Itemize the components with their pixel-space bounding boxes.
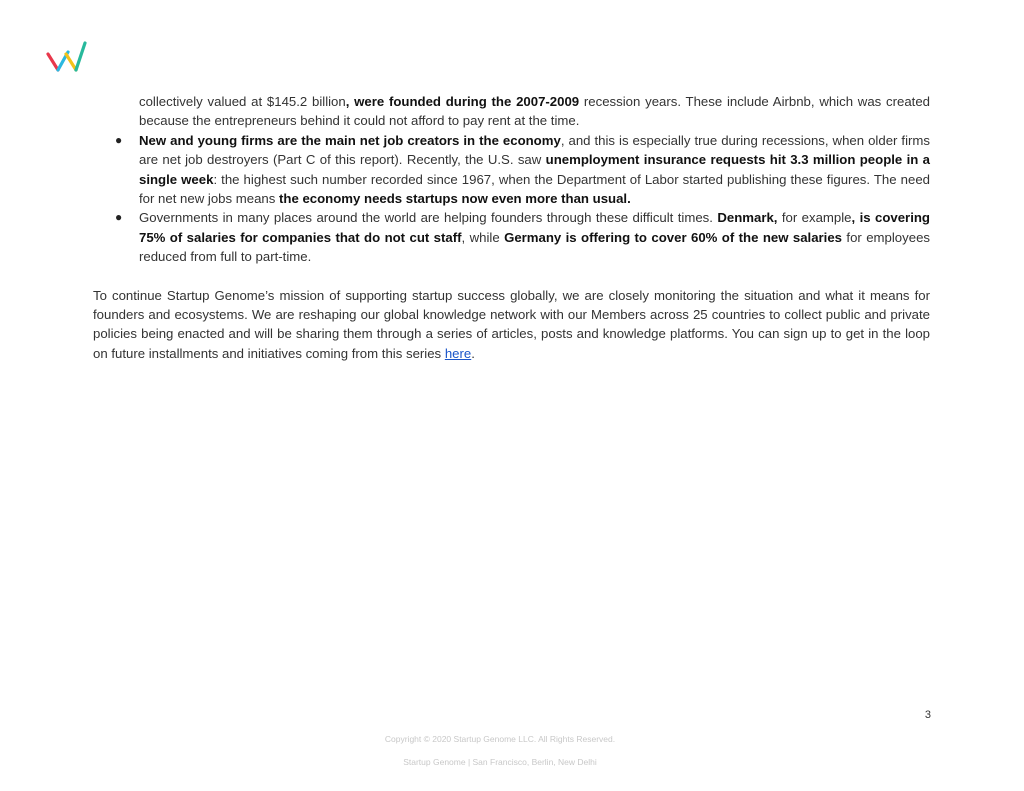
bold-run: founded during the 2007-2009 <box>388 94 580 109</box>
text-run: for employees reduced from full to part-time. <box>139 229 930 265</box>
footer-copyright: Copyright © 2020 Startup Genome LLC. All Rights Reserved. <box>384 734 616 744</box>
bold-run: unemployment insurance requests hit 3.3 million people in a single week <box>139 152 930 187</box>
bold-run: New and young firms are the main net job creators in the economy <box>139 132 561 148</box>
paragraph-text: To continue Startup Genome’s mission of supporting startup success globally, we are closely monitoring the situation and what it means for founders and ecosystems. We are reshaping our global knowledge network with our Members across 25 countries to collect public and private policies being enacted and will be sharing them through a series of articles, posts and knowledge platforms. You can sign up to get in the loop on future installments and initiatives coming from this series <box>93 287 930 361</box>
bullet-list <box>93 131 930 267</box>
list-item <box>93 208 930 266</box>
bullet-text <box>139 133 930 206</box>
text-run: : the highest such number recorded since 1967, when the Department of Labor started publishing these figures. The need for net new jobs means <box>139 171 930 207</box>
startup-genome-logo-icon <box>46 40 88 76</box>
page-number: 3 <box>924 709 931 721</box>
bullet-dot-icon: ● <box>115 132 123 147</box>
bold-run: Germany is offering to cover 60% of the new salaries <box>504 229 843 245</box>
list-item <box>93 131 930 209</box>
text-run: , while <box>461 229 505 245</box>
continued-paragraph <box>139 92 930 131</box>
logo-stroke-yellow <box>66 54 76 70</box>
bold-run: , were <box>345 94 389 109</box>
document-body <box>93 92 930 363</box>
paragraph-end: . <box>471 345 475 361</box>
bold-run: , is covering 75% of salaries for companies that do not cut staff <box>139 210 930 245</box>
monitoring-paragraph <box>93 286 930 364</box>
text-run: recession years. These include Airbnb, which was created because the entrepreneurs behind it could not afford to pay rent at the time. <box>139 94 930 129</box>
text-run: collectively valued at $145.2 billion <box>139 94 346 109</box>
bullet-text <box>139 210 930 264</box>
logo-stroke-red <box>48 54 58 70</box>
text-run: for example <box>777 210 852 226</box>
logo-stroke-green <box>76 43 85 70</box>
bold-run: Denmark, <box>717 210 778 226</box>
bullet-dot-icon: ● <box>115 210 123 225</box>
bold-run: the economy needs startups now even more than usual. <box>279 191 631 207</box>
text-run: Governments in many places around the world are helping founders through these difficult times. <box>139 210 718 226</box>
signup-link[interactable]: here <box>444 345 472 361</box>
text-run: , and this is especially true during recessions, when older firms are net job destroyers (Part C of this report). Recently, the U.S. saw <box>139 132 930 168</box>
footer-locations: Startup Genome | San Francisco, Berlin, New Delhi <box>403 757 597 767</box>
